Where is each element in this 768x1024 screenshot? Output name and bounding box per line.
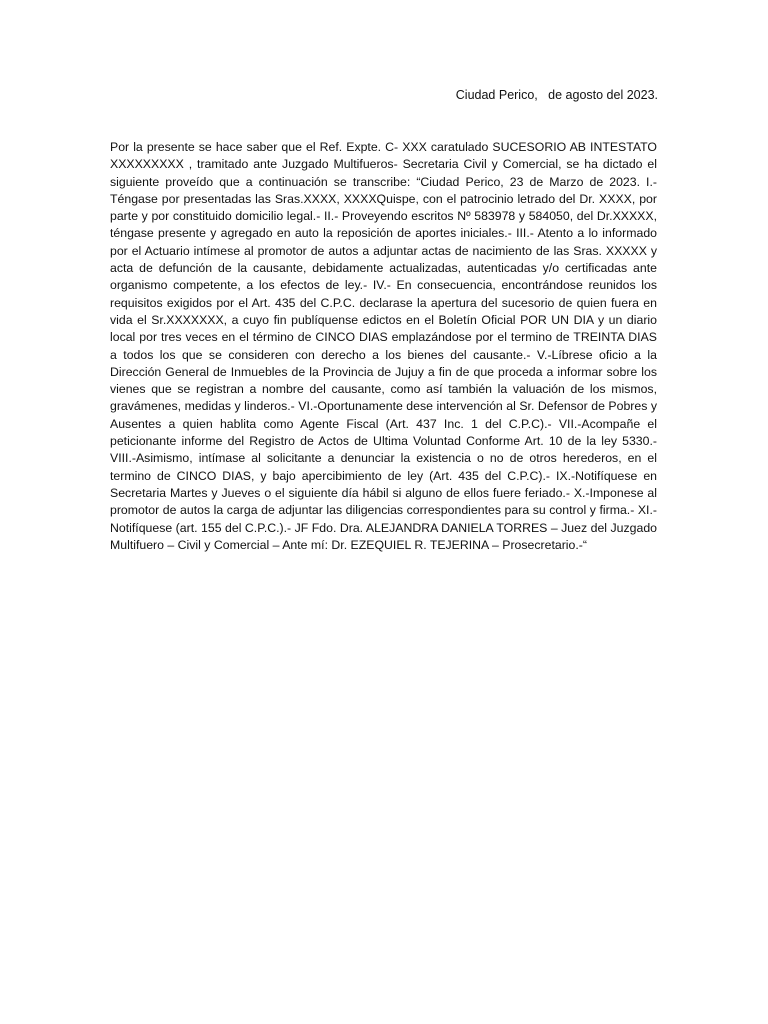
- body-paragraph: Por la presente se hace saber que el Ref. Expte. C- XXX caratulado SUCESORIO AB INTESTATO XXXXXXXXX , tramitado ante Juzgado Multifueros- Secretaria Civil y Comercial, se ha dictado el siguiente proveído que a continuación se transcribe: “Ciudad Perico, 23 de Marzo de 2023. I.- Téngase por presentadas las Sras.XXXX, XXXXQuispe, con el patrocinio letrado del Dr. XXXX, por parte y por constituido domicilio legal.- II.- Proveyendo escritos Nº 583978 y 584050, del Dr.XXXXX, téngase presente y agregado en auto la reposición de aportes iniciales.- III.- Atento a lo informado por el Actuario intímese al promotor de autos a adjuntar actas de nacimiento de las Sras. XXXXX y acta de defunción de la causante, debidamente actualizadas, autenticadas y/o certificadas ante organismo competente, a los efectos de ley.- IV.- En consecuencia, encontrándose reunidos los requisitos exigidos por el Art. 435 del C.P.C. declarase la apertura del sucesorio de quien fuera en vida el Sr.XXXXXXX, a cuyo fin publíquense edictos en el Boletín Oficial POR UN DIA y un diario local por tres veces en el término de CINCO DIAS emplazándose por el termino de TREINTA DIAS a todos los que se consideren con derecho a los bienes del causante.- V.-Líbrese oficio a la Dirección General de Inmuebles de la Provincia de Jujuy a fin de que proceda a informar sobre los vienes que se registran a nombre del causante, como así también la valuación de los mismos, gravámenes, medidas y linderos.- VI.-Oportunamente dese intervención al Sr. Defensor de Pobres y Ausentes a quien hablita como Agente Fiscal (Art. 437 Inc. 1 del C.P.C).- VII.-Acompañe el peticionante informe del Registro de Actos de Ultima Voluntad Conforme Art. 10 de la ley 5330.- VIII.-Asimismo, intímase al solicitante a denunciar la existencia o no de otros herederos, en el termino de CINCO DIAS, y bajo apercibimiento de ley (Art. 435 del C.P.C).- IX.-Notifíquese en Secretaria Martes y Jueves o el siguiente día hábil si alguno de ellos fuere feriado.- X.-Imponese al promotor de autos la carga de adjuntar las diligencias correspondientes para su control y firma.- XI.- Notifíquese (art. 155 del C.P.C.).- JF Fdo. Dra. ALEJANDRA DANIELA TORRES – Juez del Juzgado Multifuero – Civil y Comercial – Ante mí: Dr. EZEQUIEL R. TEJERINA – Prosecretario.-“: [110, 140, 657, 552]
- date-line: Ciudad Perico, de agosto del 2023.: [455, 88, 658, 102]
